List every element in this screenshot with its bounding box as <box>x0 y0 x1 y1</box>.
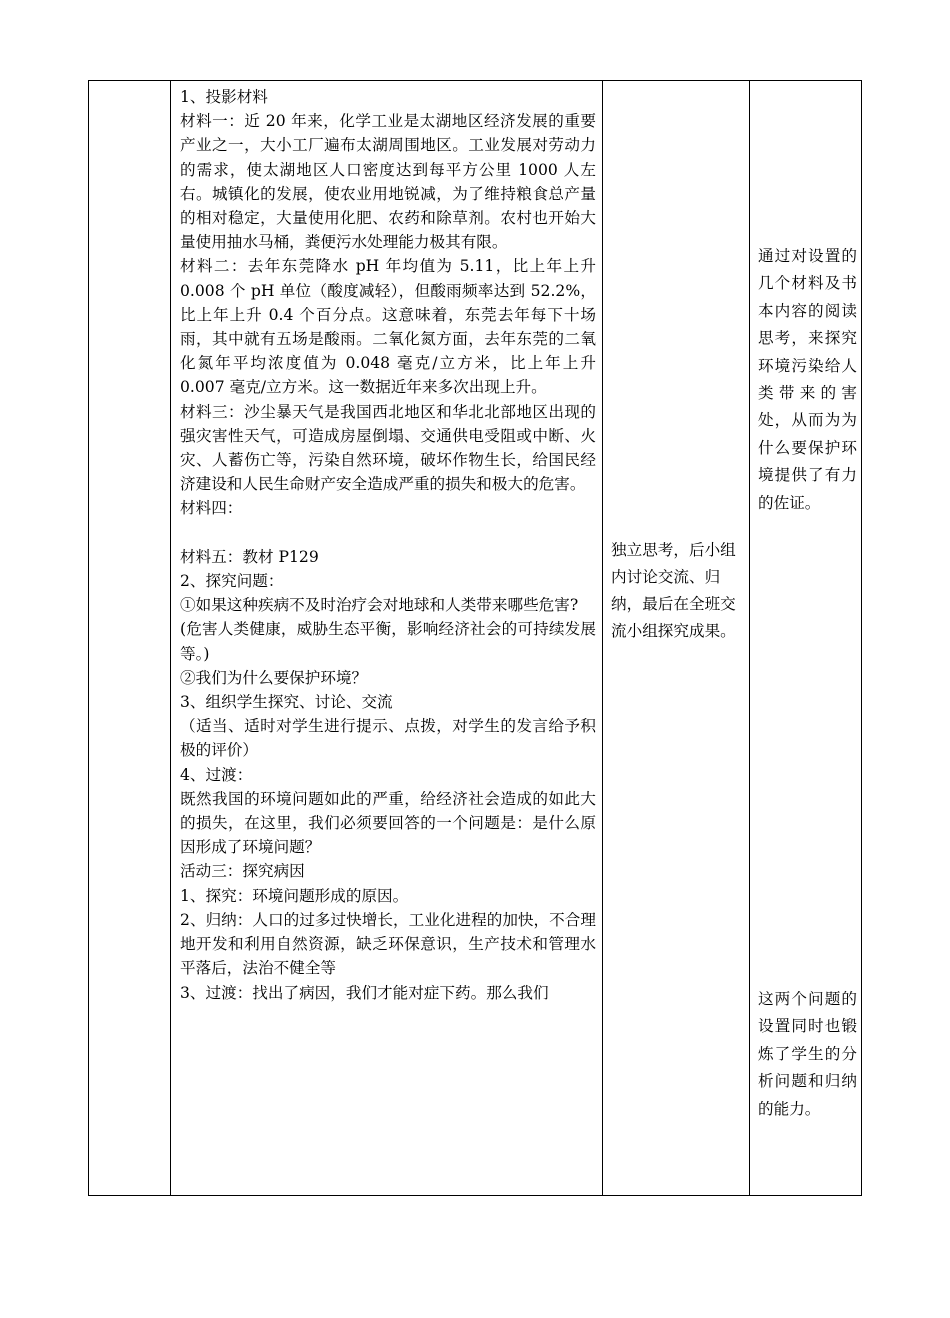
paragraph: 2、归纳：人口的过多过快增长，工业化进程的加快，不合理地开发和利用自然资源，缺乏环保意识，生产技术和管理水平落后，法治不健全等 <box>180 910 596 978</box>
table-row <box>89 81 862 1196</box>
paragraph: 材料二：去年东莞降水 pH 年均值为 5.11，比上年上升 0.008 个 pH 单位（酸度减轻），但酸雨频率达到 52.2%，比上年上升 0.4 个百分点。这意味着，东莞去年每下十场雨，其中就有五场是酸雨。二氧化氮方面，去年东莞的二氧化氮年平均浓度值为 0.048 毫克/立方米，比上年上升 0.007 毫克/立方米。这一数据近年来多次出现上升。 <box>180 257 596 397</box>
lesson-plan-table <box>88 80 862 1196</box>
paragraph: 材料四： <box>180 499 243 518</box>
design-intent-cell <box>750 81 862 1196</box>
paragraph: 2、探究问题： <box>180 572 284 591</box>
empty-first-column-cell <box>89 81 171 1196</box>
paragraph: （适当、适时对学生进行提示、点拨，对学生的发言给予积极的评价） <box>180 717 596 760</box>
paragraph: ①如果这种疾病不及时治疗会对地球和人类带来哪些危害? <box>180 596 579 615</box>
paragraph: 1、探究：环境问题形成的原因。 <box>180 886 409 905</box>
paragraph: 1、投影材料 <box>180 88 268 106</box>
design-intent-text-1: 通过对设置的几个材料及书本内容的阅读思考，来探究环境污染给人类带来的害处，从而为为什么要保护环境提供了有力的佐证。 <box>758 247 857 512</box>
paragraph: 活动三：探究病因 <box>180 862 305 881</box>
paragraph: 3、过渡：找出了病因，我们才能对症下药。那么我们 <box>180 983 549 1002</box>
paragraph: 材料三：沙尘暴天气是我国西北地区和华北北部地区出现的强灾害性天气，可造成房屋倒塌、交通供电受阻或中断、火灾、人蓄伤亡等，污染自然环境，破坏作物生长，给国民经济建设和人民生命财产安全造成严重的损失和极大的危害。 <box>180 402 596 494</box>
student-activity-cell <box>603 81 750 1196</box>
student-activity-text: 独立思考，后小组内讨论交流、归纳，最后在全班交流小组探究成果。 <box>611 541 736 640</box>
paragraph: 材料一：近 20 年来，化学工业是太湖地区经济发展的重要产业之一，大小工厂遍布太湖周围地区。工业发展对劳动力的需求，使太湖地区人口密度达到每平方公里 1000 人左右。城镇化的发展，使农业用地锐减，为了维持粮食总产量的相对稳定，大量使用化肥、农药和除草剂。农村也开始大量使用抽水马桶，粪便污水处理能力极其有限。 <box>180 112 596 252</box>
paragraph: 4、过渡： <box>180 765 253 784</box>
paragraph: 既然我国的环境问题如此的严重，给经济社会造成的如此大的损失，在这里，我们必须要回答的一个问题是：是什么原因形成了环境问题？ <box>180 789 596 857</box>
teaching-process-text <box>171 81 602 1005</box>
paragraph: 3、组织学生探究、讨论、交流 <box>180 693 393 712</box>
paragraph: (危害人类健康，威胁生态平衡，影响经济社会的可持续发展等。) <box>180 620 596 663</box>
paragraph <box>180 521 596 545</box>
paragraph: ②我们为什么要保护环境？ <box>180 668 368 687</box>
design-intent-text-2: 这两个问题的设置同时也锻炼了学生的分析问题和归纳的能力。 <box>758 990 857 1118</box>
paragraph: 材料五：教材 P129 <box>180 547 319 566</box>
teaching-process-cell <box>171 81 603 1196</box>
